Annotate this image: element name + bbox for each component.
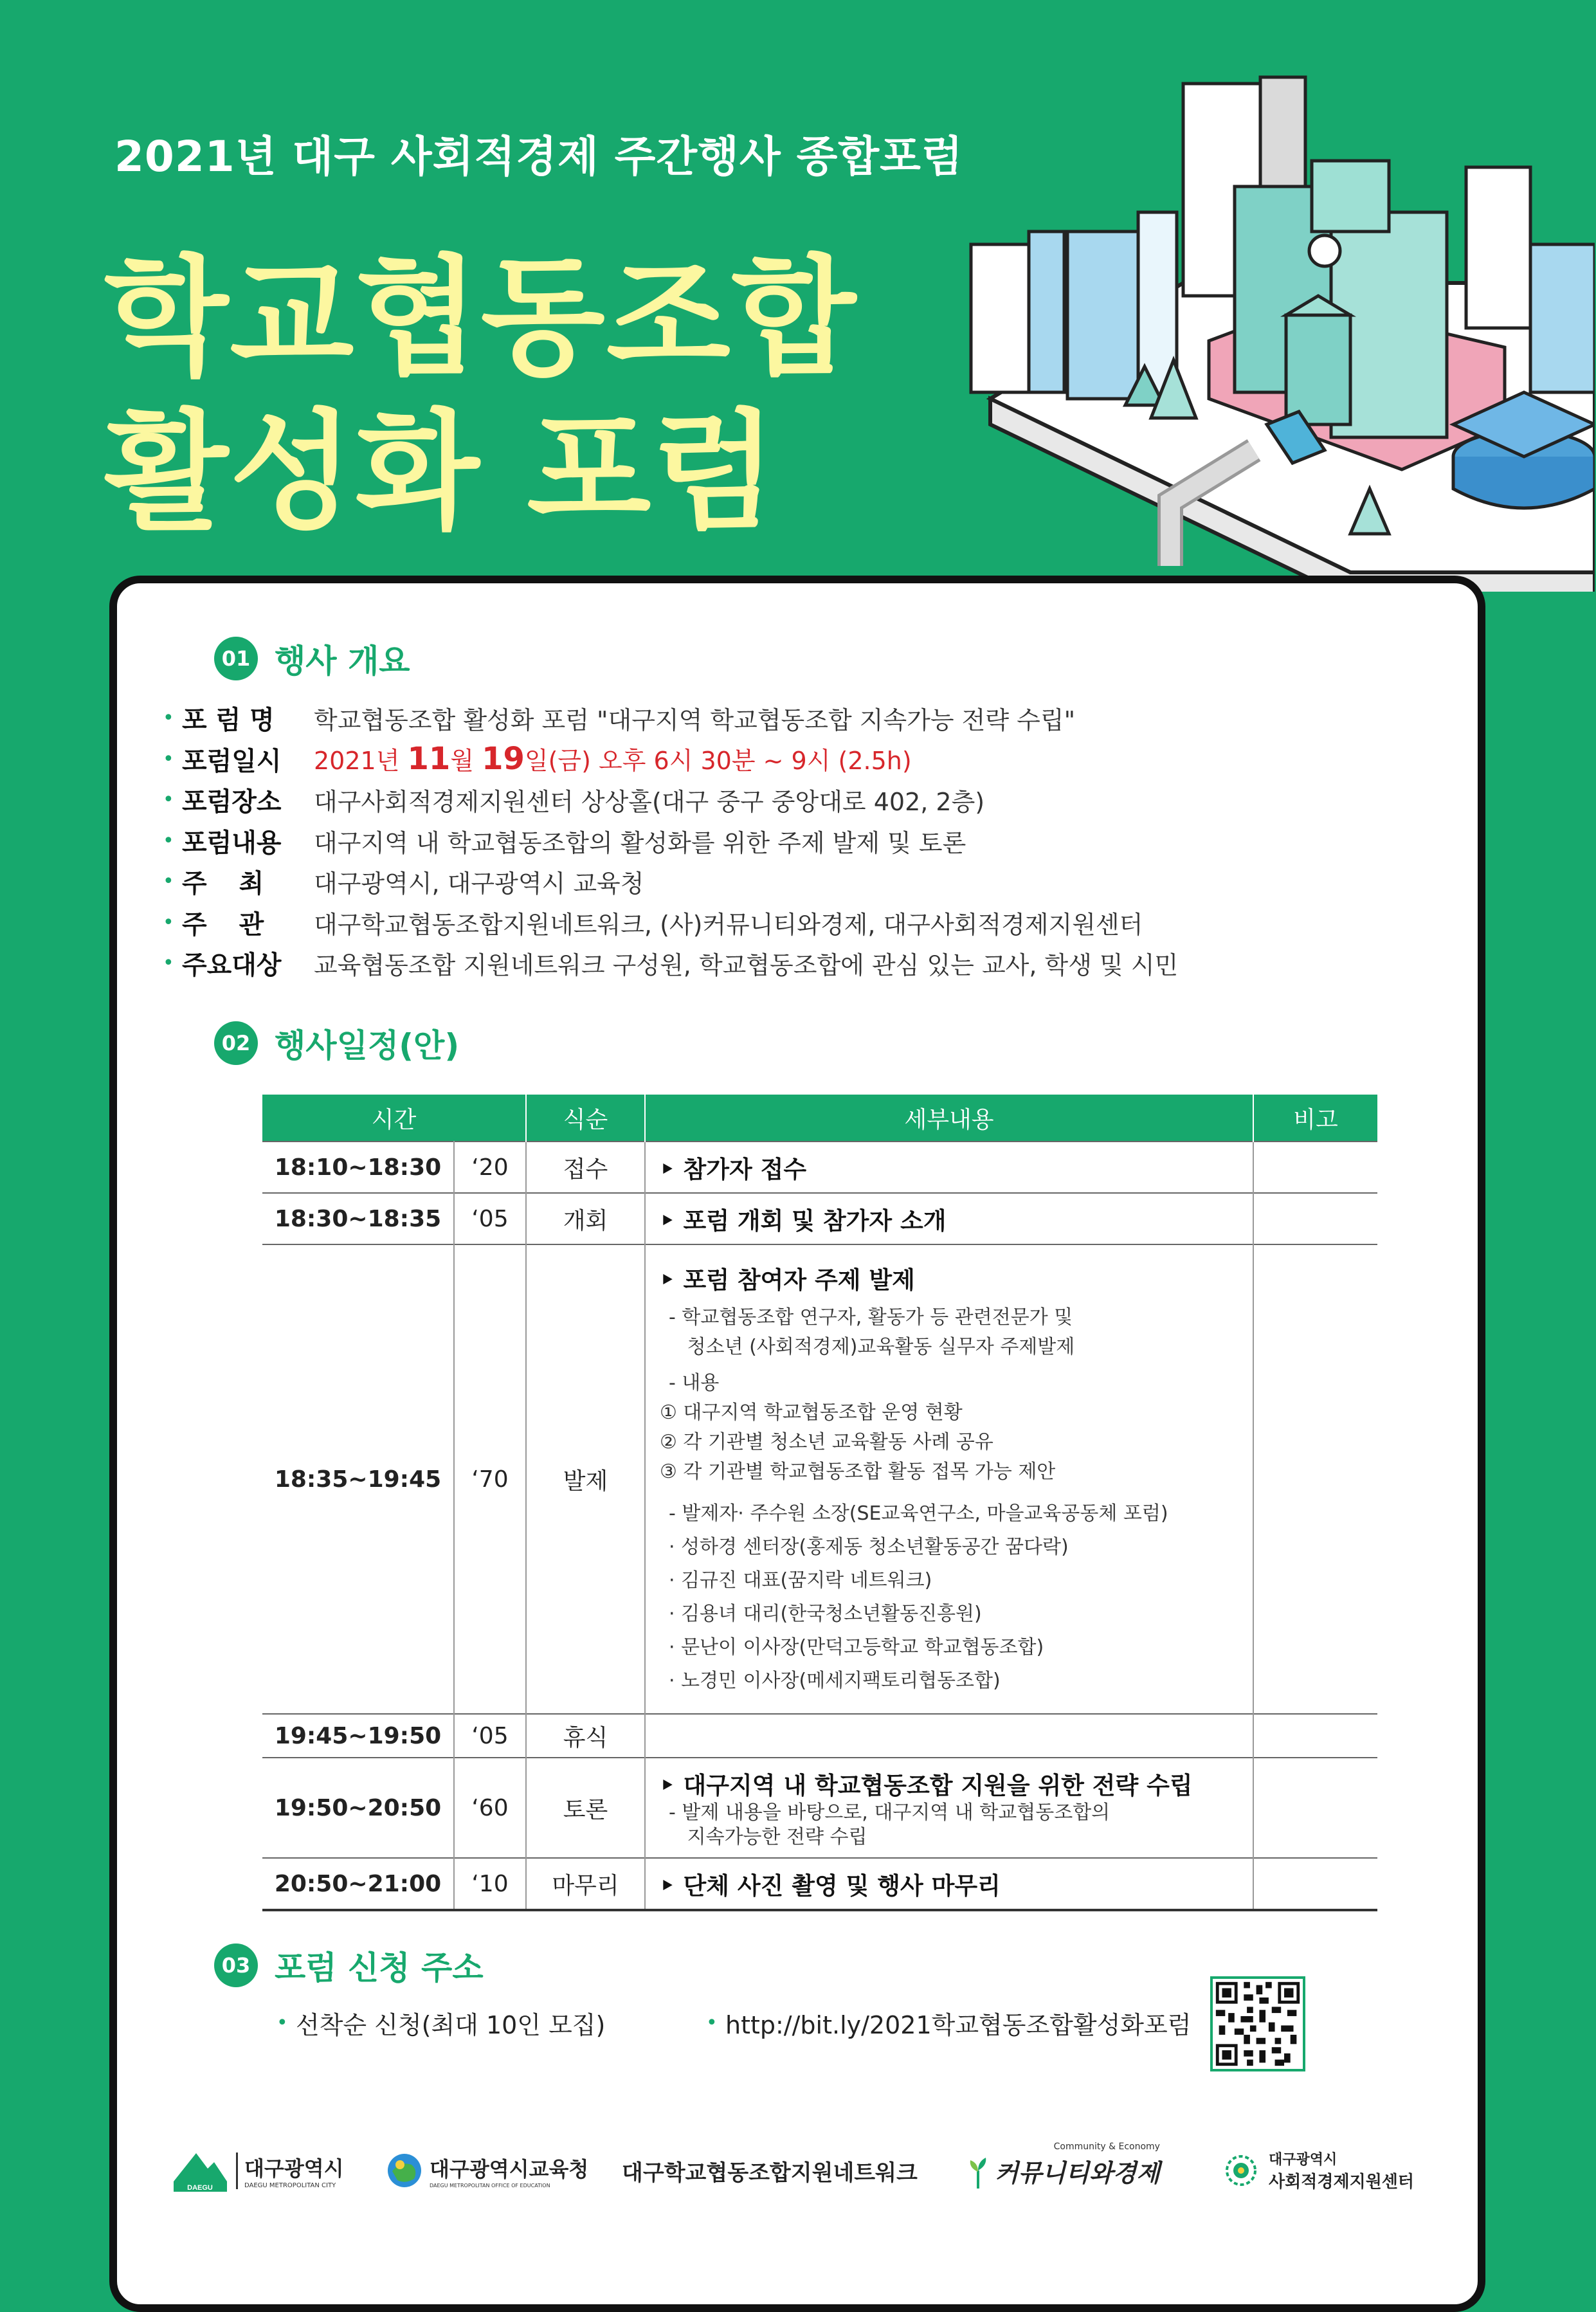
section1-header: [214, 635, 410, 682]
event-subtitle: 2021년 대구 사회적경제 주간행사 종합포럼: [114, 132, 963, 181]
row-note: [1253, 1758, 1377, 1858]
row-detail: [645, 1714, 1253, 1758]
detail-sub: · 노경민 이사장(메세지팩토리협동조합): [669, 1670, 1001, 1692]
row-order: 휴식: [526, 1714, 645, 1758]
detail-sub: 지속가능한 전략 수립: [669, 1826, 867, 1848]
info-label: 포 럼 명: [182, 705, 275, 736]
detail-main: ‣ 대구지역 내 학교협동조합 지원을 위한 전략 수립: [660, 1766, 1238, 1801]
detail-sub: · 성하경 센터장(홍제동 청소년활동공간 꿈다락): [669, 1536, 1069, 1558]
row-note: [1253, 1142, 1377, 1193]
detail-main: ‣ 단체 사진 촬영 및 행사 마무리: [660, 1866, 1238, 1901]
info-value: 대구사회적경제지원센터 상상홀(대구 중구 중앙대로 402, 2층): [314, 788, 985, 817]
section2-number: 02: [214, 1021, 258, 1065]
logo1-sub: DAEGU METROPOLITAN CITY: [244, 2181, 336, 2189]
apply-method-text: 선착순 신청(최대 10인 모집): [296, 2011, 606, 2039]
bullet-dot: •: [163, 747, 174, 770]
detail-sub: - 내용: [669, 1372, 720, 1394]
bullet-dot: •: [163, 788, 174, 812]
main-title: [104, 241, 857, 550]
row-detail: [645, 1244, 1253, 1714]
info-row-date: [163, 739, 1178, 780]
detail-main: ‣ 참가자 접수: [660, 1150, 1238, 1185]
row-duration: ‘05: [454, 1193, 526, 1244]
row-detail: [645, 1142, 1253, 1193]
row-note: [1253, 1244, 1377, 1714]
logo5-name-line2: 사회적경제지원센터: [1269, 2172, 1415, 2192]
bullet-dot: •: [163, 952, 174, 975]
sun-network-icon: [1219, 2148, 1264, 2193]
main-title-line2: 활성화 포럼: [104, 397, 778, 547]
row-order: 마무리: [526, 1858, 645, 1910]
section1-number: 01: [214, 637, 258, 680]
logo1-name: 대구광역시: [244, 2156, 344, 2181]
row-note: [1253, 1858, 1377, 1910]
header-detail: 세부내용: [645, 1095, 1253, 1142]
detail-sub: - 학교협동조합 연구자, 활동가 등 관련전문가 및: [669, 1306, 1073, 1329]
bullet-dot: •: [163, 911, 174, 934]
detail-sub: 청소년 (사회적경제)교육활동 실무자 주제발제: [669, 1336, 1075, 1358]
row-order: 접수: [526, 1142, 645, 1193]
info-value: 교육협동조합 지원네트워크 구성원, 학교협동조합에 관심 있는 교사, 학생 및 시민: [314, 951, 1179, 980]
row-order: 토론: [526, 1758, 645, 1858]
info-row-venue: [163, 779, 1178, 821]
logo2-name: 대구광역시교육청: [430, 2156, 589, 2181]
qr-code[interactable]: [1210, 1976, 1305, 2071]
bullet-dot: •: [277, 2012, 288, 2034]
table-header-row: [262, 1095, 1377, 1142]
bullet-dot: •: [163, 829, 174, 852]
date-month: 11: [407, 741, 451, 778]
row-detail: [645, 1858, 1253, 1910]
detail-main: ‣ 포럼 참여자 주제 발제: [660, 1261, 1238, 1295]
info-label: 주요대상: [182, 951, 282, 981]
daegu-mark-text: DAEGU: [187, 2184, 213, 2192]
row-duration: ‘60: [454, 1758, 526, 1858]
header-order: 식순: [526, 1095, 645, 1142]
info-label: 포럼내용: [182, 828, 282, 858]
info-row-name: [163, 698, 1178, 739]
logo4-name: 커뮤니티와경제: [995, 2158, 1160, 2187]
main-title-line1: 학교협동조합: [104, 243, 858, 393]
info-value-date: [314, 741, 912, 777]
row-time: 18:35~19:45: [262, 1244, 454, 1714]
apply-method: [277, 2005, 605, 2041]
row-duration: ‘20: [454, 1142, 526, 1193]
detail-sub: - 발제자· 주수원 소장(SE교육연구소, 마을교육공동체 포럼): [669, 1502, 1168, 1525]
detail-sub: · 김용녀 대리(한국청소년활동진흥원): [669, 1603, 982, 1625]
apply-url[interactable]: [706, 2005, 1191, 2041]
table-row: [262, 1244, 1377, 1714]
logo-daegu-education: [386, 2138, 588, 2203]
bullet-dot: •: [163, 707, 174, 730]
school-city-illustration: [952, 39, 1595, 592]
header-time: 시간: [262, 1095, 526, 1142]
info-label: 주 관: [182, 909, 276, 940]
info-label: 포럼장소: [182, 787, 282, 817]
row-order: 발제: [526, 1244, 645, 1714]
logo-community-economy: [965, 2138, 1160, 2203]
info-label: 주 최: [182, 869, 276, 899]
date-time: 일(금) 오후 6시 30분 ~ 9시 (2.5h): [524, 747, 912, 776]
footer-logos: [170, 2138, 1456, 2203]
info-label: 포럼일시: [182, 746, 282, 776]
logo3-name: 대구학교협동조합지원네트워크: [622, 2160, 918, 2186]
info-value: 대구학교협동조합지원네트워크, (사)커뮤니티와경제, 대구사회적경제지원센터: [314, 910, 1143, 939]
row-time: 18:30~18:35: [262, 1193, 454, 1244]
date-year: 2021년: [314, 747, 408, 776]
bullet-dot: •: [163, 870, 174, 893]
row-detail: [645, 1193, 1253, 1244]
table-row: [262, 1758, 1377, 1858]
detail-sub: · 김규진 대표(꿈지락 네트워크): [669, 1569, 932, 1592]
info-row-content: [163, 821, 1178, 862]
info-value: 대구지역 내 학교협동조합의 활성화를 위한 주제 발제 및 토론: [314, 828, 966, 857]
table-row: [262, 1714, 1377, 1758]
section1-title: 행사 개요: [275, 642, 410, 680]
sprout-icon: [965, 2151, 991, 2190]
detail-sub: · 문난이 이사장(만덕고등학교 학교협동조합): [669, 1636, 1044, 1659]
row-time: 18:10~18:30: [262, 1142, 454, 1193]
section3-number: 03: [214, 1943, 258, 1987]
row-note: [1253, 1714, 1377, 1758]
detail-sub: ① 대구지역 학교협동조합 운영 현황: [660, 1401, 963, 1424]
detail-sub: ② 각 기관별 청소년 교육활동 사례 공유: [660, 1431, 993, 1453]
daegu-mountain-icon: [170, 2148, 228, 2193]
date-day: 19: [482, 741, 525, 778]
globe-icon: [386, 2152, 423, 2189]
info-row-target: [163, 943, 1178, 984]
row-time: 19:50~20:50: [262, 1758, 454, 1858]
apply-url-link[interactable]: http://bit.ly/2021학교협동조합활성화포럼: [725, 2011, 1192, 2039]
logo-social-economy-center: [1219, 2138, 1414, 2203]
section2-title: 행사일정(안): [275, 1027, 460, 1064]
bullet-dot: •: [706, 2012, 718, 2034]
section3-title: 포럼 신청 주소: [275, 1949, 484, 1987]
section2-header: [214, 1020, 459, 1066]
logo2-sub: DAEGU METROPOLITAN OFFICE OF EDUCATION: [430, 2182, 550, 2189]
row-duration: ‘05: [454, 1714, 526, 1758]
section3-header: [214, 1942, 484, 1989]
row-detail: [645, 1758, 1253, 1858]
detail-sub: - 발제 내용을 바탕으로, 대구지역 내 학교협동조합의: [669, 1801, 1111, 1824]
logo5-name-line1: 대구광역시: [1269, 2152, 1338, 2168]
logo-daegu-city: [170, 2138, 344, 2203]
table-row: [262, 1142, 1377, 1193]
table-row: [262, 1193, 1377, 1244]
event-overview-list: [163, 698, 1178, 984]
detail-main: ‣ 포럼 개회 및 참가자 소개: [660, 1201, 1238, 1236]
logo-school-coop-network: [622, 2138, 918, 2203]
logo4-sub: Community & Economy: [1053, 2141, 1160, 2152]
info-row-host: [163, 861, 1178, 902]
row-time: 20:50~21:00: [262, 1858, 454, 1910]
info-value: 대구광역시, 대구광역시 교육청: [314, 869, 644, 898]
row-duration: ‘10: [454, 1858, 526, 1910]
row-time: 19:45~19:50: [262, 1714, 454, 1758]
row-duration: ‘70: [454, 1244, 526, 1714]
row-order: 개회: [526, 1193, 645, 1244]
detail-sub: ③ 각 기관별 학교협동조합 활동 접목 가능 제안: [660, 1461, 1056, 1483]
info-value: 학교협동조합 활성화 포럼 "대구지역 학교협동조합 지속가능 전략 수립": [314, 706, 1076, 735]
table-row: [262, 1858, 1377, 1910]
schedule-table: [262, 1095, 1377, 1911]
info-row-organizer: [163, 902, 1178, 943]
row-note: [1253, 1193, 1377, 1244]
date-month-unit: 월: [450, 747, 482, 776]
header-note: 비고: [1253, 1095, 1377, 1142]
